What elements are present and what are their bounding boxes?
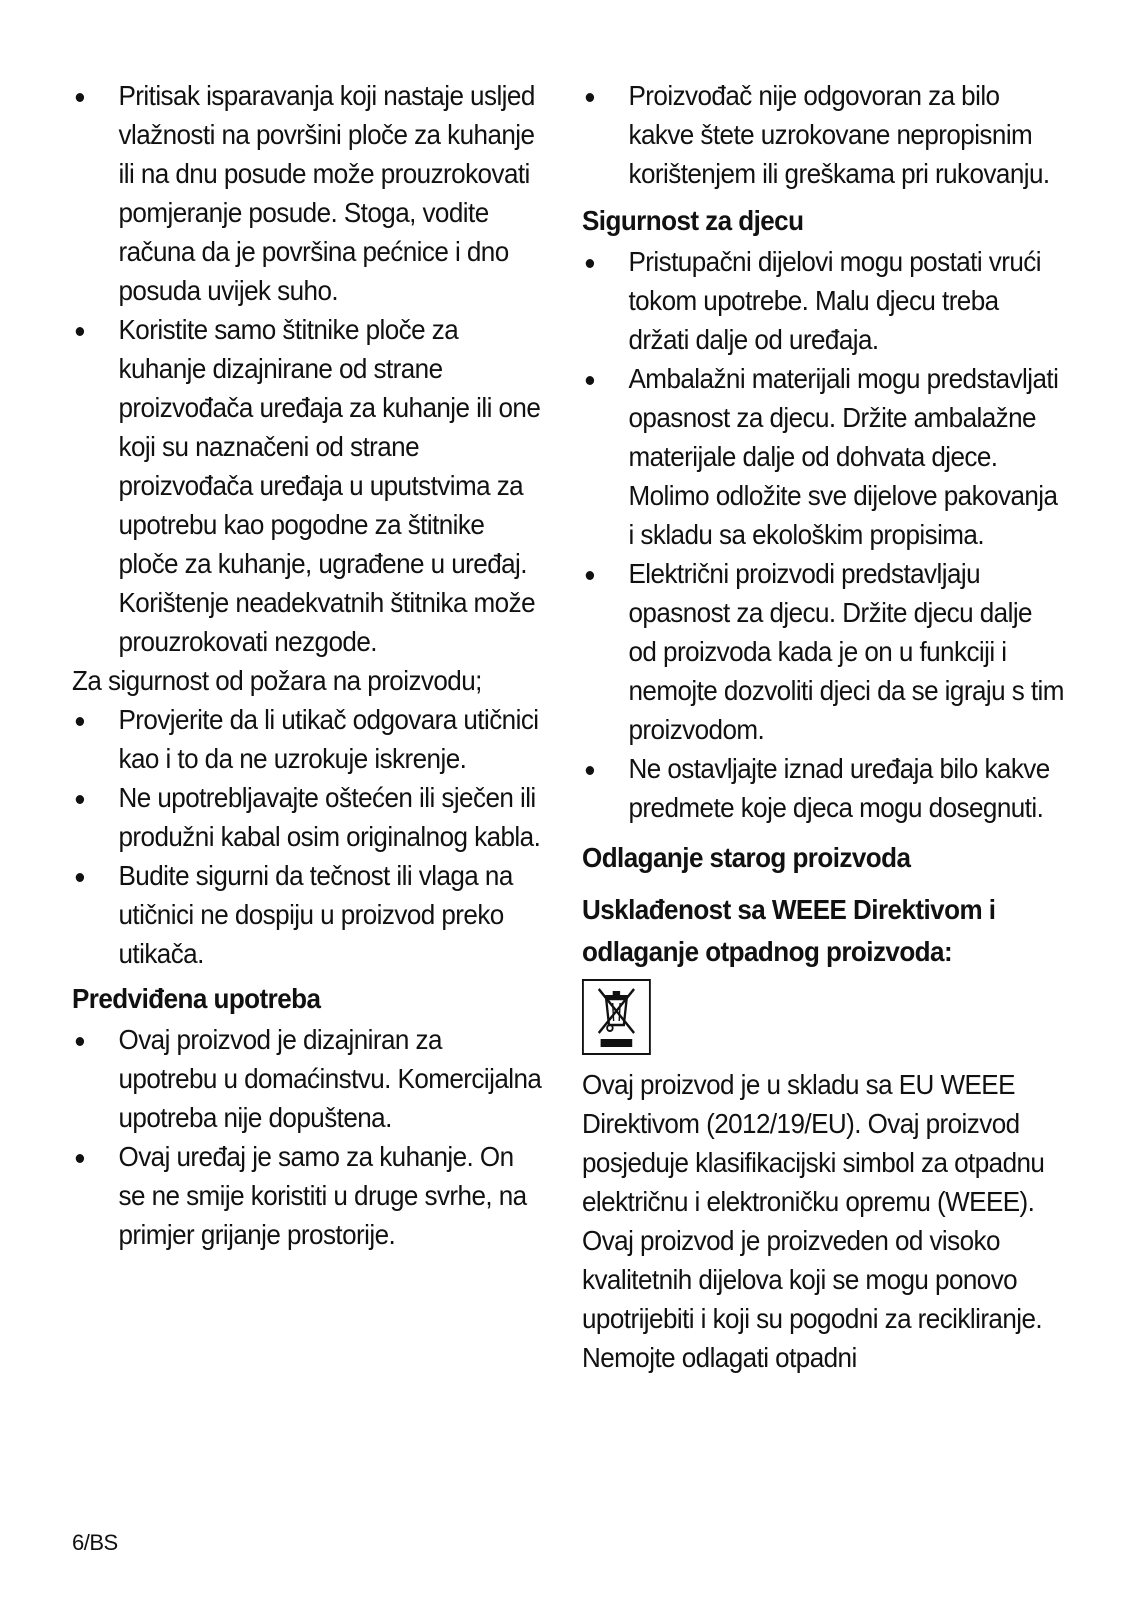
list-item: Proizvođač nije odgovoran za bilo kakve štete uzrokovane nepropisnim korištenjem ili greškama pri rukovanju. bbox=[582, 76, 1064, 193]
crossed-out-wheelie-bin-icon bbox=[582, 979, 651, 1055]
bullet-list-intended-use bbox=[72, 1020, 546, 1254]
list-item: Električni proizvodi predstavljaju opasnost za djecu. Držite djecu dalje od proizvoda kada je on u funkciji i nemojte dozvoliti djeci da se igraju s tim proizvodom. bbox=[582, 554, 1064, 749]
weee-paragraph-2: Ovaj proizvod je proizveden od visoko kvalitetnih dijelova koji se mogu ponovo upotrijebiti i koji su pogodni za recikliranje. Nemojte odlagati otpadni bbox=[582, 1225, 1043, 1373]
bullet-list-intro-left bbox=[72, 76, 546, 661]
list-item: Provjerite da li utikač odgovara utičnici kao i to da ne uzrokuje iskrenje. bbox=[72, 700, 546, 778]
weee-paragraph-1: Ovaj proizvod je u skladu sa EU WEEE Direktivom (2012/19/EU). Ovaj proizvod posjeduje klasifikacijski simbol za otpadnu električnu i elektroničku opremu (WEEE). bbox=[582, 1069, 1045, 1217]
bullet-list-child-safety bbox=[582, 242, 1064, 827]
child-safety-heading: Sigurnost za djecu bbox=[582, 205, 804, 236]
weee-heading: Usklađenost sa WEEE Direktivom i odlaganje otpadnog proizvoda: bbox=[582, 894, 996, 967]
page-number: 6/BS bbox=[72, 1530, 118, 1555]
wheelie-bin-svg bbox=[584, 981, 649, 1053]
list-item: Koristite samo štitnike ploče za kuhanje dizajnirane od strane proizvođača uređaja za kuhanje ili one koji su naznačeni od strane proizvođača uređaja u uputstvima za upotrebu kao pogodne za štitnike ploče za kuhanje, ugrađene u uređaj. Korištenje neadekvatnih štitnika može prouzrokovati nezgode. bbox=[72, 310, 546, 661]
list-item: Ovaj uređaj je samo za kuhanje. On se ne smije koristiti u druge svrhe, na primjer grijanje prostorije. bbox=[72, 1137, 546, 1254]
list-item: Ovaj proizvod je dizajniran za upotrebu u domaćinstvu. Komercijalna upotreba nije dopuštena. bbox=[72, 1020, 546, 1137]
list-item: Budite sigurni da tečnost ili vlaga na utičnici ne dospiju u proizvod preko utikača. bbox=[72, 856, 546, 973]
right-column-text bbox=[582, 76, 1064, 1377]
bullet-list-intro-right bbox=[582, 76, 1064, 193]
list-item: Ne upotrebljavajte oštećen ili sječen ili produžni kabal osim originalnog kabla. bbox=[72, 778, 546, 856]
list-item: Ne ostavljajte iznad uređaja bilo kakve predmete koje djeca mogu dosegnuti. bbox=[582, 749, 1064, 827]
fire-safety-label: Za sigurnost od požara na proizvodu; bbox=[72, 665, 482, 696]
list-item: Pritisak isparavanja koji nastaje usljed vlažnosti na površini ploče za kuhanje ili na dnu posude može prouzrokovati pomjeranje posude. Stoga, vodite računa da je površina pećnice i dno posuda uvijek suho. bbox=[72, 76, 546, 310]
disposal-heading: Odlaganje starog proizvoda bbox=[582, 842, 911, 873]
list-item: Pristupačni dijelovi mogu postati vrući tokom upotrebe. Malu djecu treba držati dalje od uređaja. bbox=[582, 242, 1064, 359]
list-item: Ambalažni materijali mogu predstavljati opasnost za djecu. Držite ambalažne materijale dalje od dohvata djece. Molimo odložite sve dijelove pakovanja i skladu sa ekološkim propisima. bbox=[582, 359, 1064, 554]
bullet-list-fire-safety bbox=[72, 700, 546, 973]
left-column bbox=[72, 76, 544, 1254]
left-column-text bbox=[72, 76, 546, 1254]
right-column bbox=[582, 76, 1062, 1377]
intended-use-heading: Predviđena upotreba bbox=[72, 983, 321, 1014]
